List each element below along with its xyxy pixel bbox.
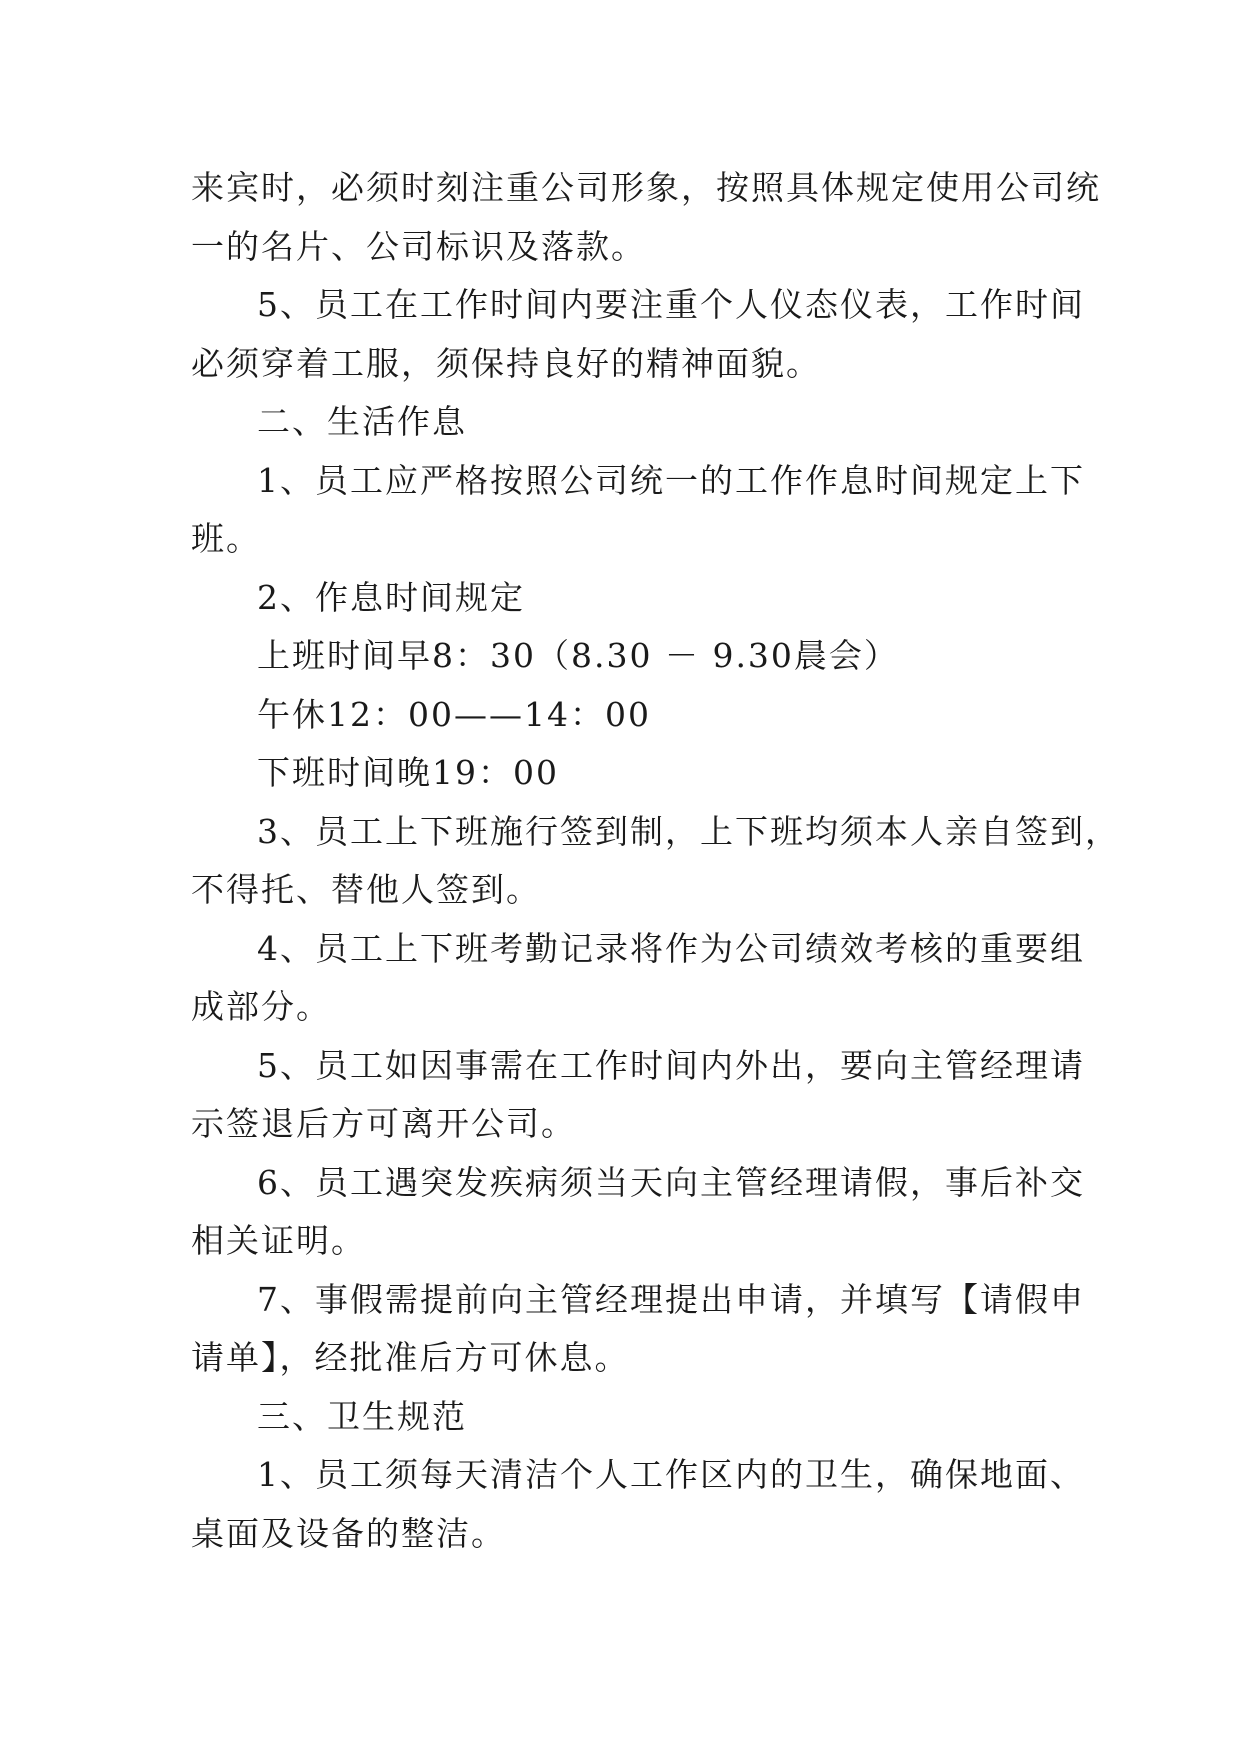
list-item-heading: 5、员工在工作时间内要注重个人仪态仪表，工作时间 <box>257 285 1085 324</box>
list-item-heading: 4、员工上下班考勤记录将作为公司绩效考核的重要组 <box>257 928 1085 968</box>
schedule-line: 上班时间早8：30（8.30 － 9.30晨会） <box>257 636 899 675</box>
text-line: 班。 <box>191 519 261 558</box>
list-item-heading: 1、员工应严格按照公司统一的工作作息时间规定上下 <box>257 460 1085 500</box>
list-item-heading: 7、事假需提前向主管经理提出申请，并填写【请假申 <box>257 1279 1085 1319</box>
list-item-heading: 1、员工须每天清洁个人工作区内的卫生，确保地面、 <box>257 1455 1085 1494</box>
schedule-line: 下班时间晚19：00 <box>257 753 559 792</box>
list-item-heading: 2、作息时间规定 <box>257 577 525 617</box>
text-line: 成部分。 <box>191 987 331 1026</box>
text-line: 一的名片、公司标识及落款。 <box>191 226 646 266</box>
schedule-line: 午休12：00——14：00 <box>257 694 651 734</box>
text-line: 不得托、替他人签到。 <box>191 870 541 909</box>
section-heading: 三、卫生规范 <box>257 1396 467 1436</box>
text-line: 示签退后方可离开公司。 <box>191 1104 576 1143</box>
text-line: 来宾时，必须时刻注重公司形象，按照具体规定使用公司统 <box>191 168 1101 207</box>
text-line: 相关证明。 <box>191 1221 366 1260</box>
text-line: 必须穿着工服，须保持良好的精神面貌。 <box>191 343 821 383</box>
list-item-heading: 3、员工上下班施行签到制，上下班均须本人亲自签到， <box>257 811 1120 851</box>
text-line: 桌面及设备的整洁。 <box>191 1513 506 1553</box>
section-heading: 二、生活作息 <box>257 402 467 441</box>
document-body <box>191 159 1120 1563</box>
list-item-heading: 6、员工遇突发疾病须当天向主管经理请假，事后补交 <box>257 1162 1085 1202</box>
text-line: 请单】，经批准后方可休息。 <box>191 1338 630 1377</box>
list-item-heading: 5、员工如因事需在工作时间内外出，要向主管经理请 <box>257 1045 1085 1085</box>
